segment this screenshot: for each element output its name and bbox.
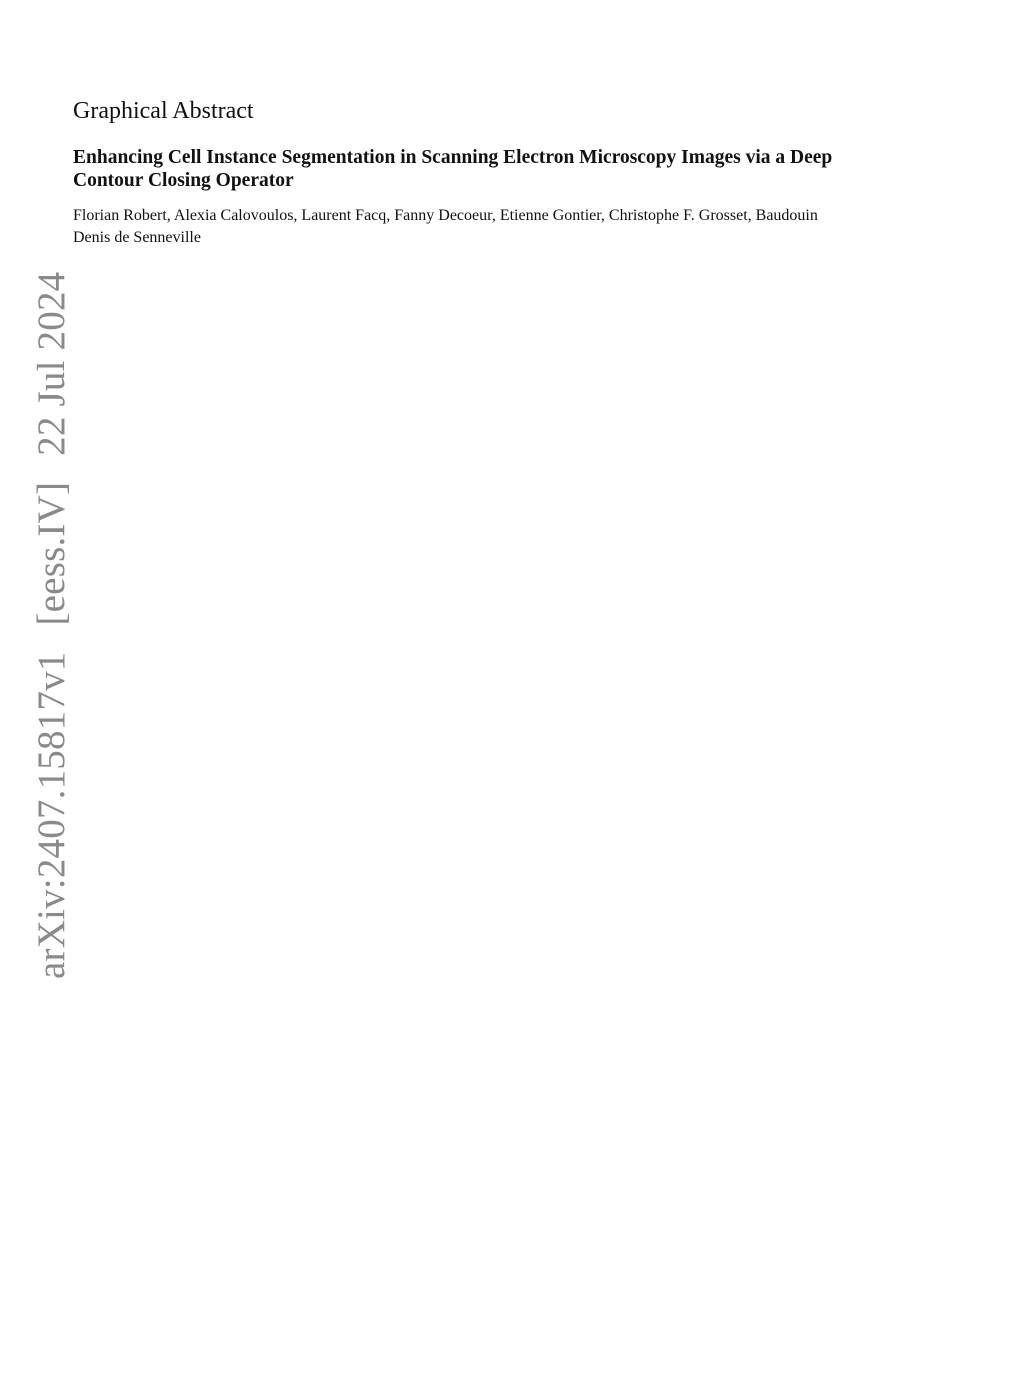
arxiv-identifier: arXiv:2407.15817v1: [30, 651, 73, 979]
paper-title-line-2: Contour Closing Operator: [73, 170, 294, 191]
arxiv-category: [eess.IV]: [30, 481, 73, 626]
paper-title: [73, 146, 963, 192]
arxiv-side-stamp: [29, 271, 75, 979]
graphical-abstract-heading: Graphical Abstract: [73, 98, 254, 124]
arxiv-date: 22 Jul 2024: [30, 271, 73, 456]
author-list: [73, 205, 963, 249]
paper-title-line-1: Enhancing Cell Instance Segmentation in Scanning Electron Microscopy Images via a Deep: [73, 147, 833, 168]
author-list-line-1: Florian Robert, Alexia Calovoulos, Laurent Facq, Fanny Decoeur, Etienne Gontier, Christophe F. Grosset, Baudouin: [73, 207, 818, 224]
author-list-line-2: Denis de Senneville: [73, 229, 201, 246]
